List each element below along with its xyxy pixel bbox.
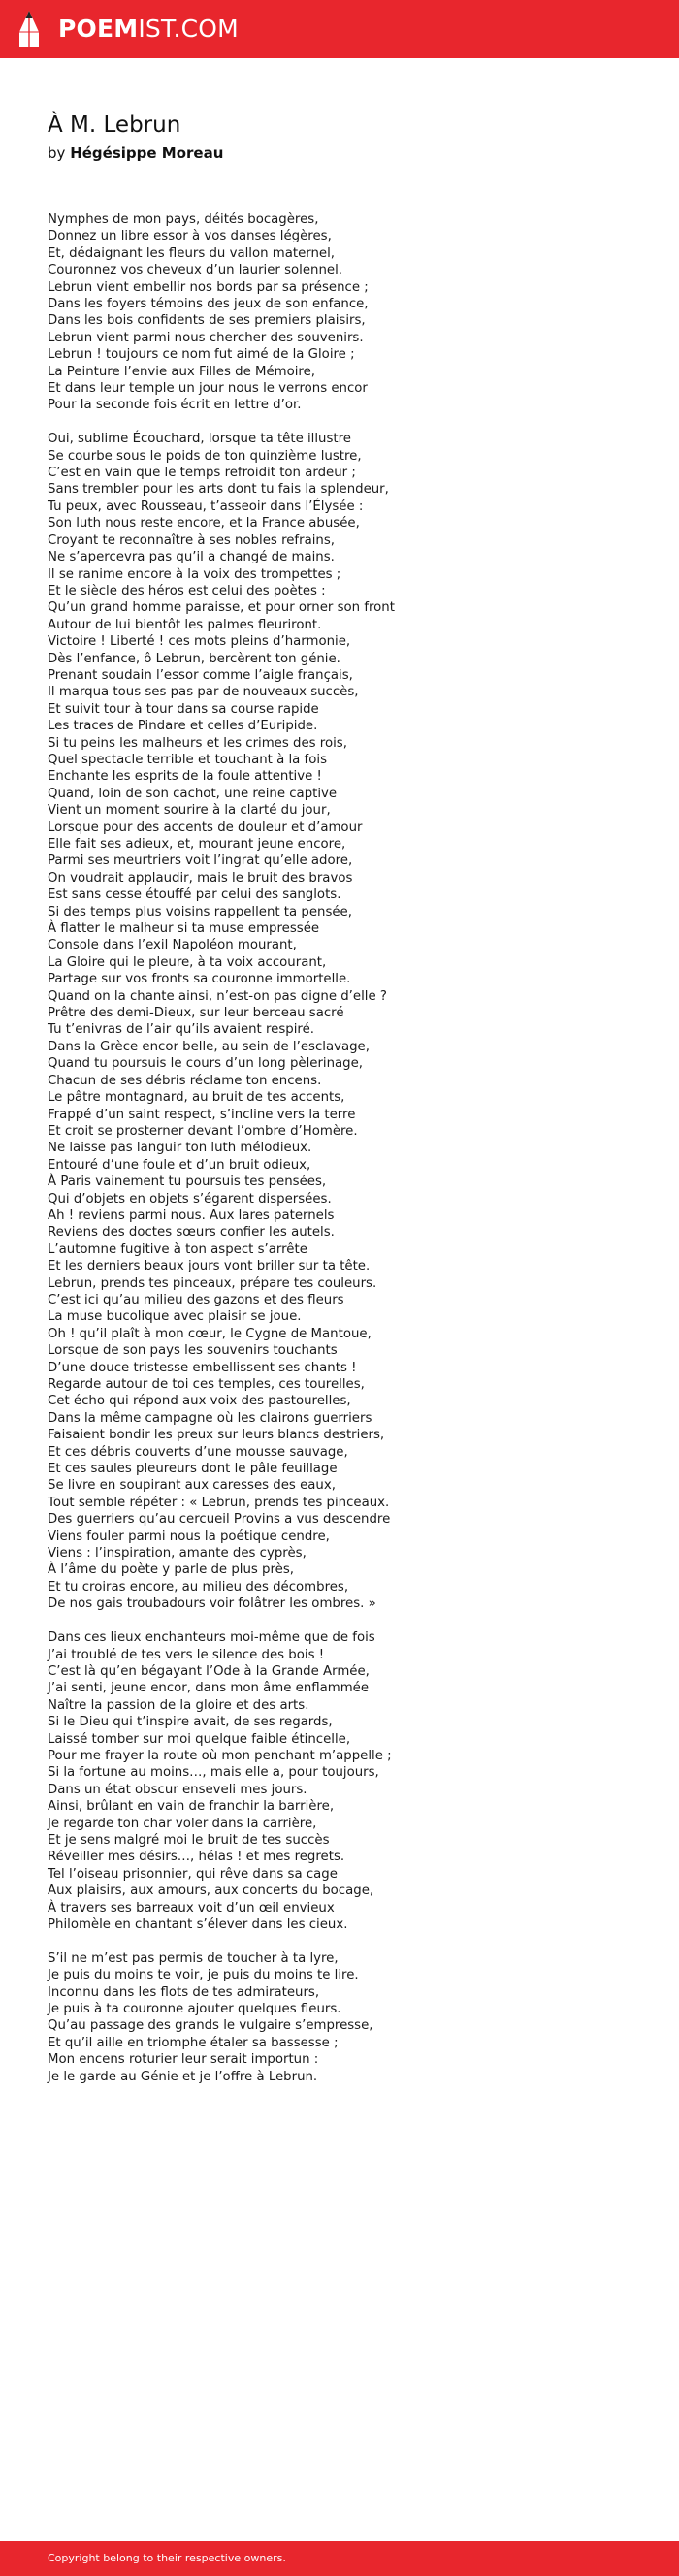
poem-line: Frappé d’un saint respect, s’incline vers la terre [48, 1107, 356, 1122]
logo-text-strong: POEM [58, 15, 139, 43]
poem-line: J’ai senti, jeune encor, dans mon âme enflammée [48, 1681, 370, 1696]
poem-line: Victoire ! Liberté ! ces mots pleins d’harmonie, [48, 634, 351, 650]
poem-line: Et tu croiras encore, au milieu des décombres, [48, 1579, 349, 1594]
poem-line: Naître la passion de la gloire et des arts. [48, 1697, 309, 1713]
poem-line: Il se ranime encore à la voix des trompettes ; [48, 566, 341, 582]
poem-line: Faisaient bondir les preux sur leurs blancs destriers, [48, 1428, 385, 1443]
poem-line: Ah ! reviens parmi nous. Aux lares paternels [48, 1208, 335, 1223]
poem-line: Qui d’objets en objets s’égarent dispersées. [48, 1191, 332, 1207]
poem-line: Je le garde au Génie et je l’offre à Lebrun. [48, 2069, 318, 2084]
poem-line: Et, dédaignant les fleurs du vallon maternel, [48, 245, 336, 261]
poem-line: Quand on la chante ainsi, n’est-on pas digne d’elle ? [48, 988, 387, 1004]
poem-line: Regarde autour de toi ces temples, ces tourelles, [48, 1377, 365, 1393]
poem-line: Et ces débris couverts d’une mousse sauvage, [48, 1444, 348, 1460]
poem-line: Prenant soudain l’essor comme l’aigle français, [48, 667, 353, 683]
poem-line: Viens fouler parmi nous la poétique cendre, [48, 1529, 330, 1544]
poem-line: Cet écho qui répond aux voix des pastourelles, [48, 1394, 351, 1409]
poem-line: La muse bucolique avec plaisir se joue. [48, 1309, 302, 1325]
poem-line: Couronnez vos cheveux d’un laurier solennel. [48, 263, 342, 278]
poem-line: Lebrun, prends tes pinceaux, prépare tes couleurs. [48, 1275, 377, 1291]
poem-line: Vient un moment sourire à la clarté du jour, [48, 803, 331, 819]
poem-line: C’est ici qu’au milieu des gazons et des fleurs [48, 1292, 344, 1307]
poem-line: Je regarde ton char voler dans la carrière, [48, 1816, 317, 1831]
poem-title: À M. Lebrun [48, 113, 181, 138]
poem-line: Tu t’enivras de l’air qu’ils avaient respiré. [48, 1022, 314, 1038]
poem-body [48, 211, 649, 2102]
poem-line: Mon encens roturier leur serait importun : [48, 2052, 319, 2068]
poem-line: Lorsque de son pays les souvenirs touchants [48, 1343, 338, 1359]
poem-line: Quel spectacle terrible et touchant à la fois [48, 752, 327, 767]
poem-line: Pour la seconde fois écrit en lettre d’or. [48, 398, 302, 413]
site-header [0, 0, 679, 58]
poem-line: Se courbe sous le poids de ton quinzième lustre, [48, 448, 362, 464]
poem-line: Dès l’enfance, ô Lebrun, bercèrent ton génie. [48, 651, 340, 666]
poem-line: Se livre en soupirant aux caresses des eaux, [48, 1478, 336, 1494]
poem-line: Ne laisse pas languir ton luth mélodieux. [48, 1141, 312, 1156]
poem-line: C’est là qu’en bégayant l’Ode à la Grande Armée, [48, 1663, 370, 1679]
poem-line: Tel l’oiseau prisonnier, qui rêve dans sa cage [48, 1866, 338, 1882]
poem-line: Et suivit tour à tour dans sa course rapide [48, 701, 319, 717]
poem-line: Chacun de ses débris réclame ton encens. [48, 1073, 322, 1088]
poem-line: À travers ses barreaux voit d’un œil envieux [48, 1900, 335, 1916]
poem-line: Quand tu poursuis le cours d’un long pèlerinage, [48, 1056, 364, 1072]
logo-text-light: IST.COM [138, 15, 239, 43]
poem-line: Si le Dieu qui t’inspire avait, de ses regards, [48, 1715, 333, 1730]
poem-line: Si la fortune au moins…, mais elle a, pour toujours, [48, 1765, 379, 1781]
poem-line: Si tu peins les malheurs et les crimes des rois, [48, 735, 347, 751]
poem-line: Oh ! qu’il plaît à mon cœur, le Cygne de Mantoue, [48, 1326, 372, 1341]
poem-line: Tout semble répéter : « Lebrun, prends tes pinceaux. [48, 1495, 390, 1510]
poem-line: Lebrun vient embellir nos bords par sa présence ; [48, 279, 369, 295]
poem-line: De nos gais troubadours voir folâtrer les ombres. » [48, 1596, 376, 1612]
poem-line: Viens : l’inspiration, amante des cyprès, [48, 1546, 307, 1562]
by-label: by [48, 145, 66, 162]
site-logo[interactable] [58, 13, 239, 46]
poem-line: Le pâtre montagnard, au bruit de tes accents, [48, 1090, 345, 1106]
poem-line: Dans les foyers témoins des jeux de son enfance, [48, 297, 369, 312]
poem-line: Oui, sublime Écouchard, lorsque ta tête illustre [48, 432, 351, 447]
poem-line: Son luth nous reste encore, et la France abusée, [48, 516, 360, 531]
poem-line: On voudrait applaudir, mais le bruit des bravos [48, 870, 353, 886]
poem-line: Elle fait ses adieux, et, mourant jeune encore, [48, 837, 346, 853]
poem-author[interactable]: Hégésippe Moreau [70, 145, 224, 162]
poem-line: Ne s’apercevra pas qu’il a changé de mains. [48, 550, 335, 565]
poem-line: Est sans cesse étouffé par celui des sanglots. [48, 887, 341, 903]
poem-line: Sans trembler pour les arts dont tu fais la splendeur, [48, 482, 389, 498]
poem-line: Qu’au passage des grands le vulgaire s’empresse, [48, 2018, 373, 2034]
site-footer [0, 2541, 679, 2576]
poem-line: S’il ne m’est pas permis de toucher à ta lyre, [48, 1950, 339, 1966]
poem-line: Donnez un libre essor à vos danses légères, [48, 229, 332, 244]
poem-line: Dans ces lieux enchanteurs moi-même que de fois [48, 1630, 375, 1646]
poem-line: Laissé tomber sur moi quelque faible étincelle, [48, 1731, 351, 1747]
poem-stanza [48, 211, 649, 414]
poem-line: Il marqua tous ses pas par de nouveaux succès, [48, 685, 359, 700]
poem-line: Dans les bois confidents de ses premiers plaisirs, [48, 313, 366, 329]
poem-line: Et dans leur temple un jour nous le verrons encor [48, 381, 368, 397]
poem-line: Entouré d’une foule et d’un bruit odieux, [48, 1157, 311, 1173]
poem-line: Parmi ses meurtriers voit l’ingrat qu’elle adore, [48, 853, 353, 869]
poem-line: Et les derniers beaux jours vont briller sur ta tête. [48, 1259, 371, 1274]
poem-line: Et je sens malgré moi le bruit de tes succès [48, 1832, 330, 1848]
poem-line: Quand, loin de son cachot, une reine captive [48, 786, 338, 801]
poem-line: Les traces de Pindare et celles d’Euripide. [48, 719, 318, 734]
poem-line: Dans la Grèce encor belle, au sein de l’esclavage, [48, 1039, 370, 1054]
poem-line: Et le siècle des héros est celui des poètes : [48, 583, 326, 598]
poem-stanza [48, 431, 649, 1612]
poem-line: Je puis à ta couronne ajouter quelques fleurs. [48, 2002, 341, 2017]
pencil-icon[interactable] [17, 10, 41, 48]
poem-line: Si des temps plus voisins rappellent ta pensée, [48, 904, 352, 919]
poem-line: Inconnu dans les flots de tes admirateurs, [48, 1984, 320, 2000]
poem-line: Autour de lui bientôt les palmes fleuriront. [48, 617, 322, 632]
poem-stanza [48, 1629, 649, 1933]
poem-line: J’ai troublé de tes vers le silence des bois ! [48, 1647, 325, 1662]
poem-line: C’est en vain que le temps refroidit ton ardeur ; [48, 466, 356, 481]
poem-line: D’une douce tristesse embellissent ses chants ! [48, 1360, 357, 1375]
poem-line: Aux plaisirs, aux amours, aux concerts du bocage, [48, 1884, 374, 1899]
poem-line: Qu’un grand homme paraisse, et pour orner son front [48, 600, 395, 616]
poem-line: À Paris vainement tu poursuis tes pensées, [48, 1175, 327, 1190]
poem-line: La Gloire qui le pleure, à ta voix accourant, [48, 954, 327, 970]
poem-line: Dans un état obscur enseveli mes jours. [48, 1782, 307, 1797]
poem-line: Prêtre des demi-Dieux, sur leur berceau sacré [48, 1006, 344, 1021]
poem-line: Réveiller mes désirs…, hélas ! et mes regrets. [48, 1850, 345, 1865]
poem-line: Reviens des doctes sœurs confier les autels. [48, 1225, 335, 1240]
poem-line: Philomèle en chantant s’élever dans les cieux. [48, 1917, 348, 1932]
poem-line: Lebrun ! toujours ce nom fut aimé de la Gloire ; [48, 347, 355, 363]
copyright-notice: Copyright belong to their respective owners. [48, 2552, 286, 2564]
poem-line: Et qu’il aille en triomphe étaler sa bassesse ; [48, 2035, 339, 2050]
poem-line: Et ces saules pleureurs dont le pâle feuillage [48, 1462, 338, 1477]
poem-line: Je puis du moins te voir, je puis du moins te lire. [48, 1968, 359, 1983]
poem-line: La Peinture l’envie aux Filles de Mémoire, [48, 364, 315, 379]
poem-line: Pour me frayer la route où mon penchant m’appelle ; [48, 1748, 392, 1763]
poem-stanza [48, 1950, 649, 2085]
poem-line: À l’âme du poète y parle de plus près, [48, 1562, 294, 1578]
poem-line: Lebrun vient parmi nous chercher des souvenirs. [48, 330, 364, 345]
poem-line: Croyant te reconnaître à ses nobles refrains, [48, 532, 335, 548]
poem-line: Et croit se prosterner devant l’ombre d’Homère. [48, 1123, 358, 1139]
poem-line: Des guerriers qu’au cercueil Provins a vus descendre [48, 1512, 391, 1528]
poem-line: À flatter le malheur si ta muse empressée [48, 921, 320, 937]
poem-byline [48, 144, 223, 163]
poem-line: Nymphes de mon pays, déités bocagères, [48, 212, 319, 227]
poem-line: Ainsi, brûlant en vain de franchir la barrière, [48, 1799, 335, 1815]
poem-line: L’automne fugitive à ton aspect s’arrête [48, 1241, 307, 1257]
poem-line: Lorsque pour des accents de douleur et d’amour [48, 820, 363, 835]
poem-line: Console dans l’exil Napoléon mourant, [48, 938, 297, 953]
poem-line: Enchante les esprits de la foule attentive ! [48, 769, 322, 785]
poem-line: Tu peux, avec Rousseau, t’asseoir dans l’Élysée : [48, 499, 364, 514]
poem-line: Dans la même campagne où les clairons guerriers [48, 1410, 372, 1426]
poem-line: Partage sur vos fronts sa couronne immortelle. [48, 972, 351, 987]
